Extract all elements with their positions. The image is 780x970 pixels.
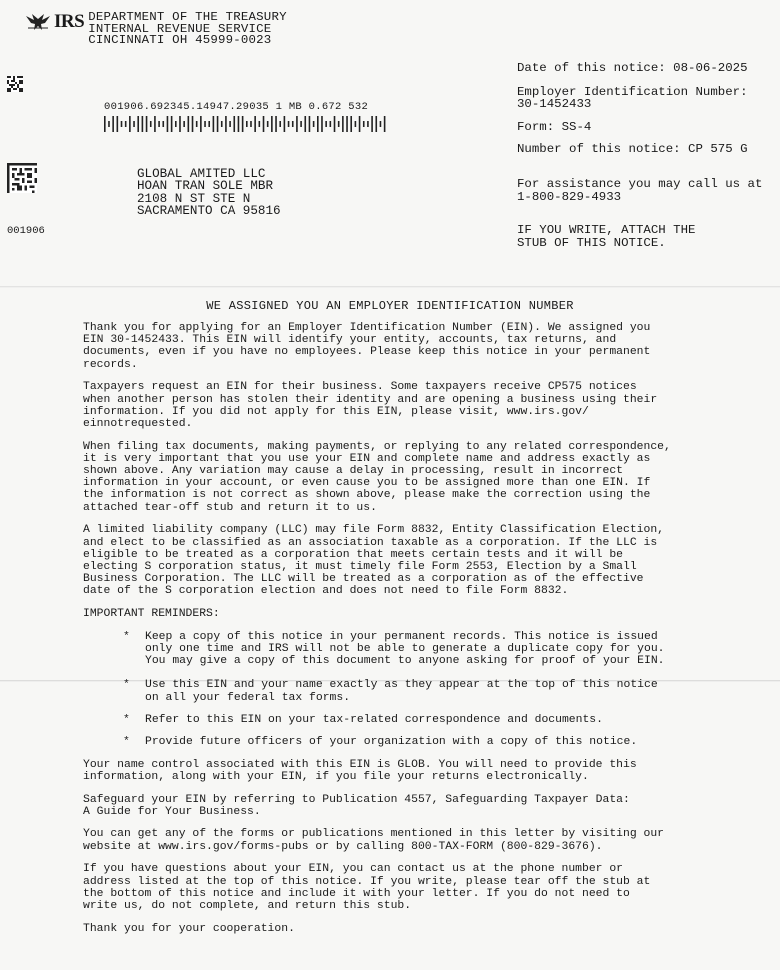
paragraph: When filing tax documents, making payments, or replying to any related correspondence, it is very important that you use your EIN and complete name and address exactly as shown above. Any variation may cause a delay in processing, result in incorrect information in your account, or even cause you to be assigned more than one EIN. If the information is not correct as shown above, please make the correction using the attached tear-off stub and return it to us. — [83, 440, 671, 514]
closing: Thank you for your cooperation. — [83, 922, 295, 935]
notice-info — [517, 62, 762, 249]
bullet-star: * — [123, 736, 130, 749]
reminder-item — [123, 714, 763, 726]
address-line: HOAN TRAN SOLE MBR — [137, 179, 274, 194]
form-line: Form: SS-4 — [517, 119, 592, 134]
reminder-text: Use this EIN and your name exactly as they appear at the top of this notice on all your federal tax forms. — [145, 679, 658, 704]
small-2d-code-icon — [7, 76, 23, 92]
letter-body — [83, 322, 763, 945]
write-instruction: STUB OF THIS NOTICE. — [517, 235, 666, 250]
irs-eagle-logo-icon — [24, 12, 52, 32]
irs-letterhead — [24, 12, 287, 47]
bullet-star: * — [123, 713, 130, 726]
postal-barcode-icon — [104, 116, 388, 132]
agency-line: CINCINNATI OH 45999-0023 — [88, 33, 272, 48]
reminder-item — [123, 679, 763, 703]
paragraph: A limited liability company (LLC) may file Form 8832, Entity Classification Election, and elect to be classified as an association taxable as a corporation. If the LLC is eligible to be treated as a corporation that meets certain tests and it will be electing S corporation status, it must timely file Form 2553, Election by a Small Business Corporation. The LLC will be treated as a corporation as of the effective date of the S corporation election and does not need to file Form 8832. — [83, 524, 665, 598]
assistance-line: For assistance you may call us at — [517, 176, 763, 191]
assistance-phone: 1-800-829-4933 — [517, 189, 622, 204]
agency-line: DEPARTMENT OF THE TREASURY — [88, 10, 287, 24]
address-line: 2108 N ST STE N — [137, 191, 251, 206]
irs-logo-text: IRS — [54, 11, 85, 32]
recipient-address — [137, 168, 281, 218]
address-line: GLOBAL AMITED LLC — [137, 167, 266, 181]
barcode-number: 001906.692345.14947.29035 1 MB 0.672 532 — [104, 101, 369, 113]
reminder-text: Provide future officers of your organization with a copy of this notice. — [145, 736, 638, 749]
datamatrix-code-icon — [7, 163, 37, 193]
ein-label: Employer Identification Number: — [517, 84, 748, 99]
reminder-text: Refer to this EIN on your tax-related correspondence and documents. — [145, 713, 603, 726]
paragraph: Taxpayers request an EIN for their business. Some taxpayers receive CP575 notices when another person has stolen their identity and are opening a business using their information. If you did not apply for this EIN, please visit, www.irs.gov/ einnotrequested. — [83, 381, 658, 430]
paragraph: You can get any of the forms or publications mentioned in this letter by visiting our website at www.irs.gov/forms-pubs or by calling 800-TAX-FORM (800-829-3676). — [83, 828, 665, 853]
bullet-star: * — [123, 630, 130, 643]
ein-value: 30-1452433 — [517, 97, 592, 112]
paragraph: If you have questions about your EIN, you can contact us at the phone number or address listed at the top of this notice. If you write, please tear off the stub at the bottom of this notice and include it with your letter. If you do not need to write us, do not complete, and return this stub. — [83, 863, 651, 912]
paragraph: Your name control associated with this EIN is GLOB. You will need to provide this information, along with your EIN, if you file your returns electronically. — [83, 758, 637, 783]
write-instruction: IF YOU WRITE, ATTACH THE — [517, 223, 696, 238]
reminder-text: Keep a copy of this notice in your permanent records. This notice is issued only one time and IRS will not be able to generate a duplicate copy for you. You may give a copy of this document to anyone asking for proof of your EIN. — [145, 630, 665, 668]
letter-title: WE ASSIGNED YOU AN EMPLOYER IDENTIFICATION NUMBER — [206, 299, 574, 313]
address-line: SACRAMENTO CA 95816 — [137, 204, 281, 219]
reference-number: 001906 — [7, 225, 45, 237]
agency-line: INTERNAL REVENUE SERVICE — [88, 21, 272, 36]
reminder-item — [123, 736, 763, 748]
agency-address — [88, 12, 287, 47]
reminders-heading: IMPORTANT REMINDERS: — [83, 608, 220, 621]
notice-date: Date of this notice: 08-06-2025 — [517, 61, 748, 75]
paragraph: Thank you for applying for an Employer Identification Number (EIN). We assigned you EIN 30-1452433. This EIN will identify your entity, accounts, tax returns, and documents, even if you have no employees. Please keep this notice in your permanent records. — [83, 322, 651, 371]
fold-line — [0, 286, 780, 288]
reminder-item — [123, 631, 763, 668]
paragraph: Safeguard your EIN by referring to Publication 4557, Safeguarding Taxpayer Data: A Guide for Your Business. — [83, 793, 630, 818]
notice-number: Number of this notice: CP 575 G — [517, 142, 748, 157]
bullet-star: * — [123, 679, 130, 692]
